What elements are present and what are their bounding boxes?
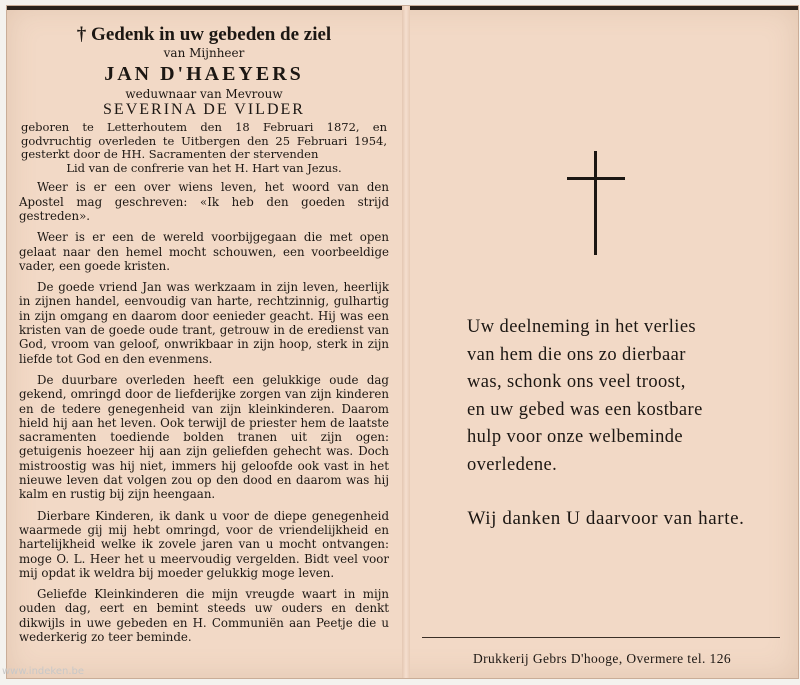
divider xyxy=(422,637,780,638)
paragraph: Dierbare Kinderen, ik dank u voor de diepe genegenheid waarmede gij mij hebt omringd, voor de vriendelijkheid en hartelijkheid welke ik zovele jaren van u mocht ontvangen: moge O. L. Heer het u meervoudig vergelden. Bidt veel voor mij opdat ik weldra bij moeder gelukkig moge leven. xyxy=(19,508,389,580)
paragraphs xyxy=(19,180,389,644)
condolence-text xyxy=(467,314,797,479)
paragraph: Geliefde Kleinkinderen die mijn vreugde waart in mijn ouden dag, eert en bemint steeds uw ouders en denkt dikwijls in uwe gebeden en H. Communiën aan Peetje die u wederkerig zo teer beminde. xyxy=(19,587,389,644)
right-page xyxy=(412,6,798,678)
biography-intro xyxy=(21,121,387,175)
cross-vertical xyxy=(594,151,597,255)
poem-line: hulp voor onze welbeminde xyxy=(467,427,684,447)
memorial-card xyxy=(6,5,799,679)
thanks-line: Wij danken U daarvoor van harte. xyxy=(467,508,745,529)
deceased-name: JAN D'HAEYERS xyxy=(104,63,304,85)
printer-credit: Drukkerij Gebrs D'hooge, Overmere tel. 126 xyxy=(472,651,732,666)
watermark: www.indeken.be xyxy=(2,666,85,677)
cross-icon xyxy=(567,151,625,255)
cross-horizontal xyxy=(567,177,625,180)
poem-line: en uw gebed was een kostbare xyxy=(467,399,703,420)
van-mijnheer: van Mijnheer xyxy=(163,46,245,60)
paragraph: Weer is er een de wereld voorbijgegaan die met open gelaat naar den hemel mocht schouwen, een voorbeeldige vader, een goede kristen. xyxy=(19,230,389,273)
poem-line: Uw deelneming in het verlies xyxy=(467,317,697,337)
spouse-name: SEVERINA DE VILDER xyxy=(103,101,305,118)
poem-line: overledene. xyxy=(467,454,558,475)
widower-line: weduwnaar van Mevrouw xyxy=(125,87,283,101)
prayer-heading: † Gedenk in uw gebeden de ziel xyxy=(76,24,332,45)
left-page xyxy=(19,24,389,651)
paragraph: Weer is er een over wiens leven, het woord van den Apostel mag geschreven: «Ik heb den goeden strijd gestreden». xyxy=(19,180,389,223)
paragraph: De duurbare overleden heeft een gelukkige oude dag gekend, omringd door de liefderijke zorgen van zijn kinderen en de tedere genegenheid van zijn kleinkinderen. Daarom hield hij aan het leven. Ook terwijl de priester hem de laatste sacramenten toediende bolden tranen uit zijn ogen: getuigenis hoezeer hij aan zijn geliefden gehecht was. Doch mistroostig was hij niet, immers hij geloofde ook vast in het nieuwe leven dat volgen zou op den dood en daarom was hij kalm en rustig bij zijn heengaan. xyxy=(19,372,389,502)
poem-line: was, schonk ons veel troost, xyxy=(467,372,686,392)
birth-death-text: geboren te Letterhoutem den 18 Februari 1872, en godvruchtig overleden te Uitbergen den 25 Februari 1954, gesterkt door de HH. Sacramenten der stervenden xyxy=(21,120,387,162)
card-fold xyxy=(402,6,410,678)
confrerie-line: Lid van de confrerie van het H. Hart van Jezus. xyxy=(66,160,342,175)
paragraph: De goede vriend Jan was werkzaam in zijn leven, heerlijk in zijnen handel, eenvoudig van harte, rechtzinnig, gulhartig in zijn omgang en daarom door eenieder geacht. Hij was een kristen van de goede oude trant, getrouw in de eredienst van God, vroom van geloof, onwrikbaar in zijn hoop, sterk in zijn liefde tot God en den evenmens. xyxy=(19,280,389,366)
poem-line: van hem die ons zo dierbaar xyxy=(467,344,686,365)
